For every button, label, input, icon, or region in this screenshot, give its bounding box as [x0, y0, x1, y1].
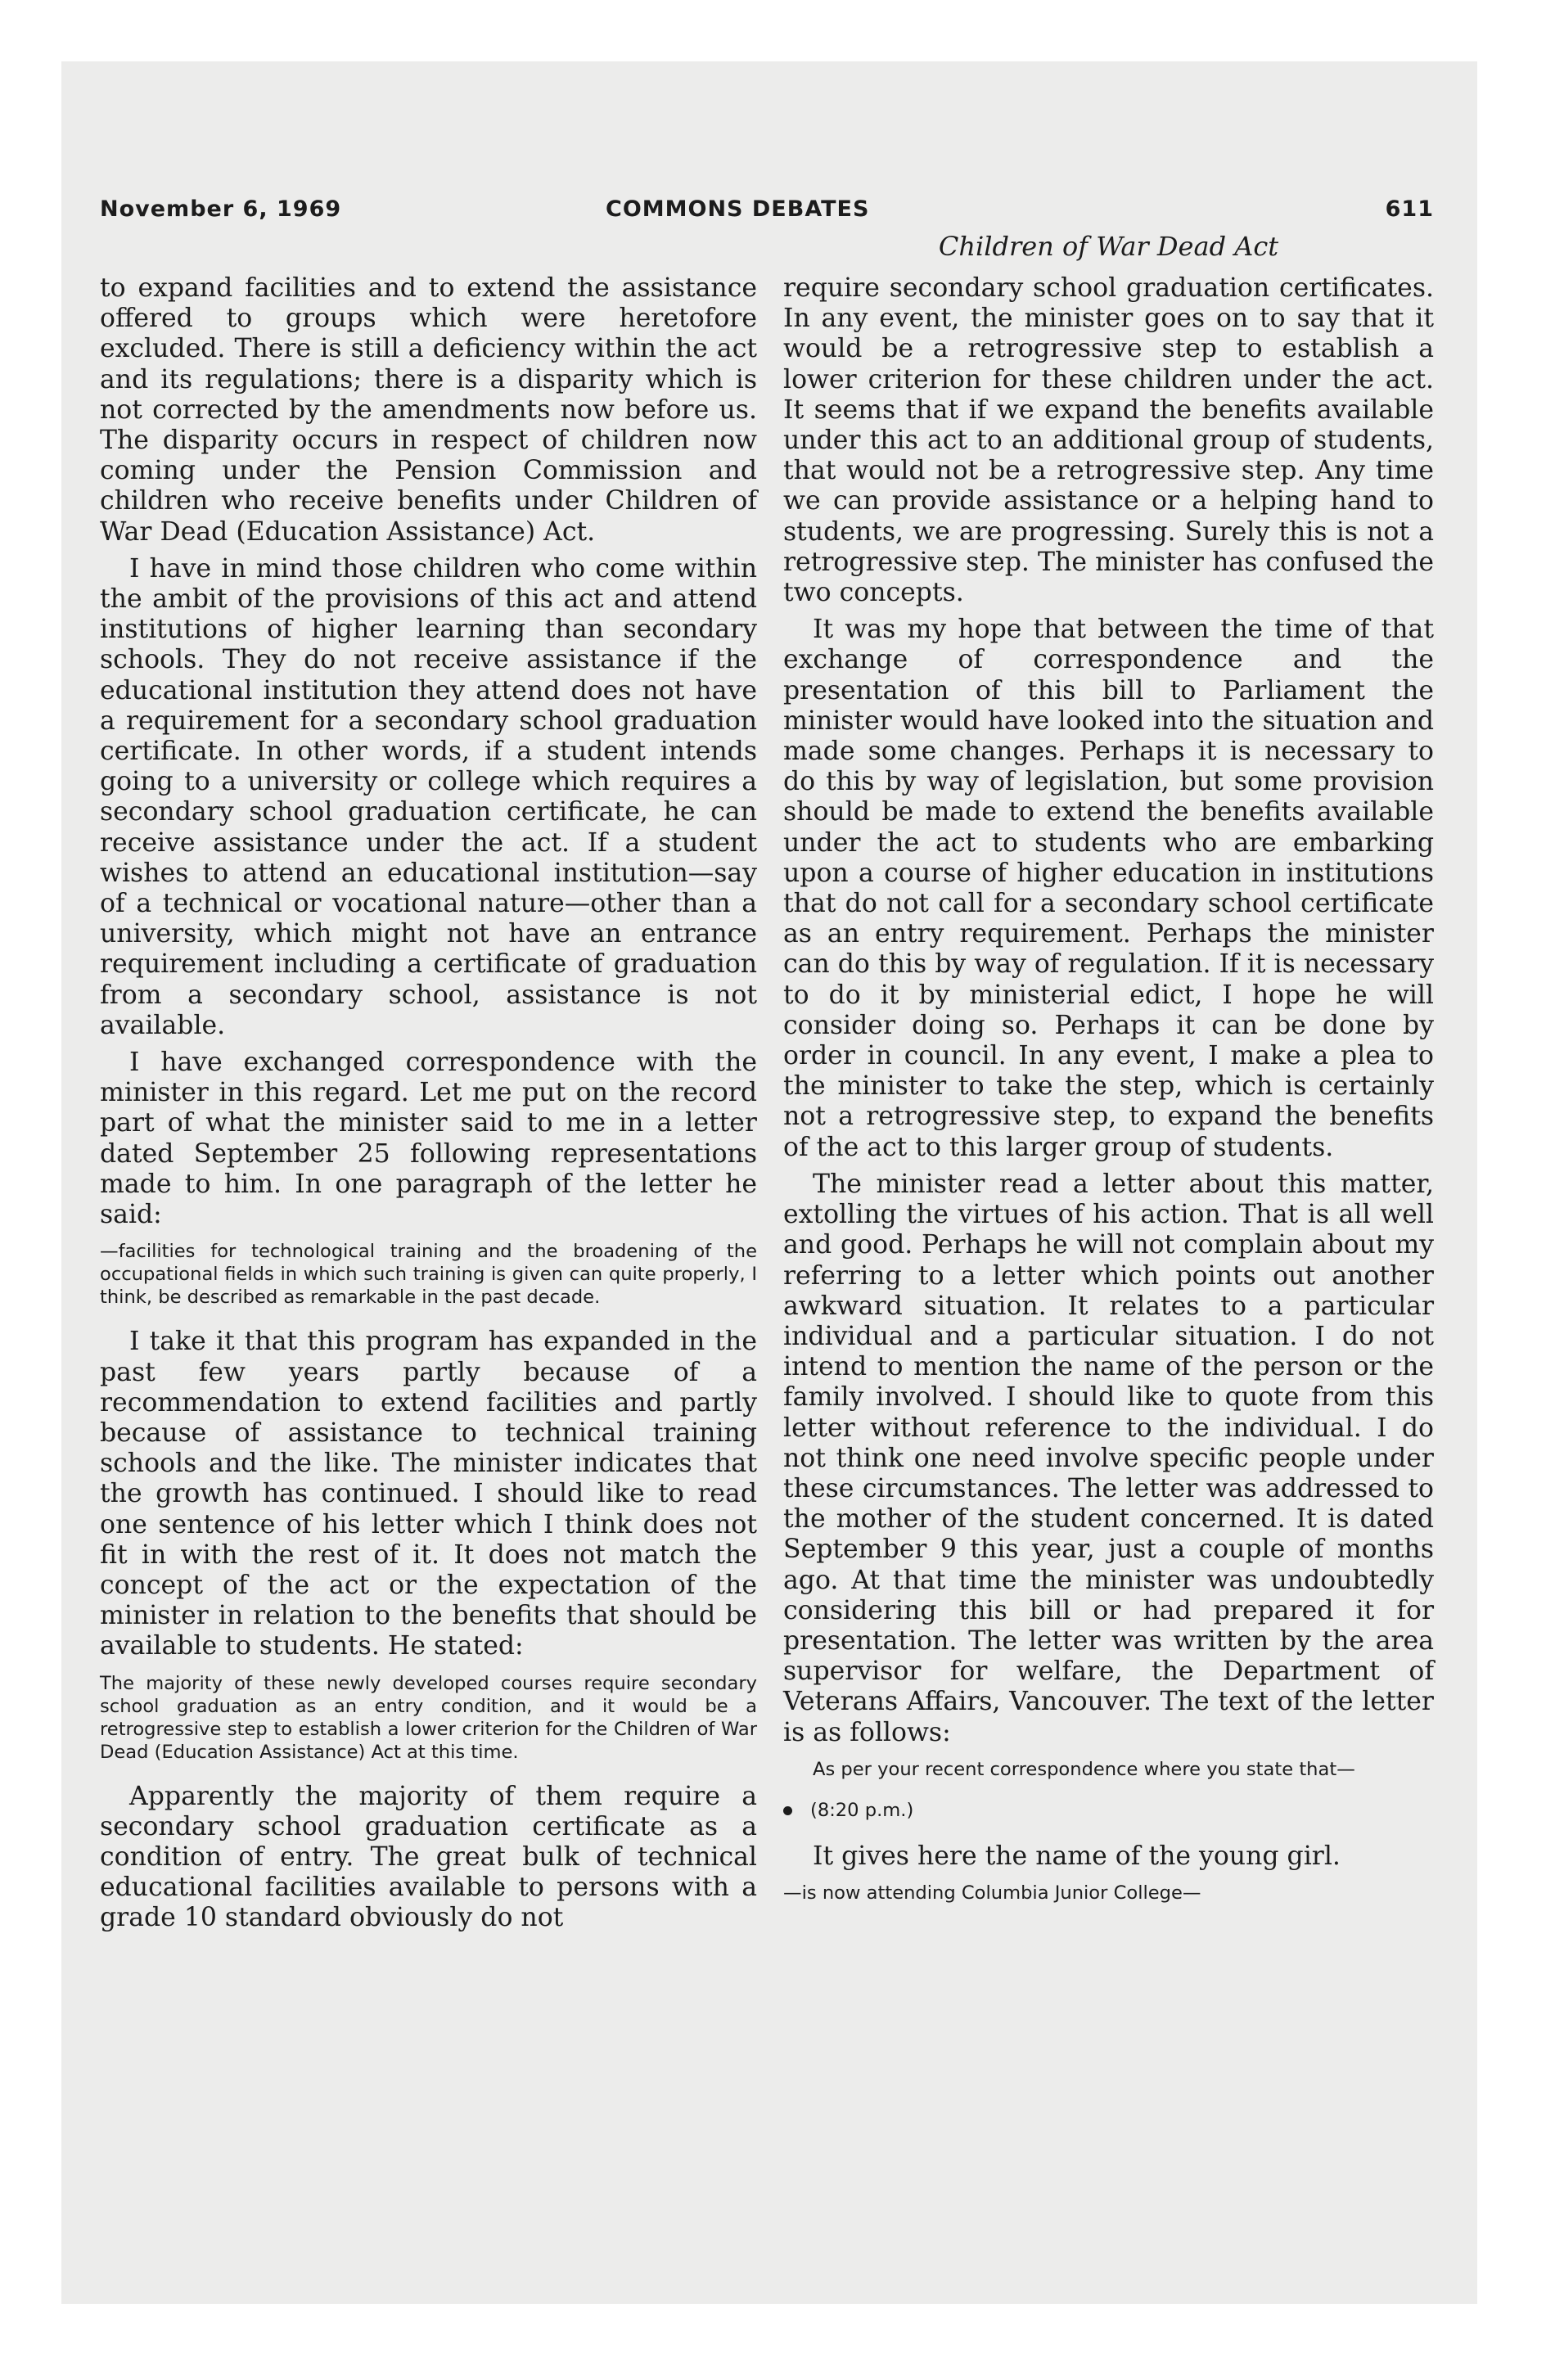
- header-title: COMMONS DEBATES: [606, 196, 870, 222]
- right-column: [783, 273, 1434, 1922]
- time-marker: [783, 1799, 1434, 1822]
- bullet-icon: [783, 1806, 792, 1815]
- header-date: November 6, 1969: [100, 196, 342, 222]
- paragraph: I take it that this program has expanded in the past few years partly because of a recommendation to extend facilities and partly because of assistance to technical training schools and the like. The minister indicates that the growth has continued. I should like to read one sentence of his letter which I think does not fit in with the rest of it. It does not match the concept of the act or the expectation of the minister in relation to the benefits that should be available to students. He stated:: [100, 1327, 757, 1661]
- block-quote: —facilities for technological training and the broadening of the occupational fields in which such training is given can quite properly, I think, be described as remarkable in the past decade.: [100, 1241, 757, 1309]
- section-subheading: Children of War Dead Act: [938, 231, 1279, 262]
- time-stamp: (8:20 p.m.): [810, 1799, 914, 1821]
- paragraph: require secondary school graduation certificates. In any event, the minister goes on to say that it would be a retrogressive step to establish a lower criterion for these children under the act. It seems that if we expand the benefits available under this act to an additional group of students, that would not be a retrogressive step. Any time we can provide assistance or a helping hand to students, we are progressing. Surely this is not a retrogressive step. The minister has confused the two concepts.: [783, 273, 1434, 608]
- paragraph: I have in mind those children who come within the ambit of the provisions of this act and attend institutions of higher learning than secondary schools. They do not receive assistance if the educational institution they attend does not have a requirement for a secondary school graduation certificate. In other words, if a student intends going to a university or college which requires a secondary school graduation certificate, he can receive assistance under the act. If a student wishes to attend an educational institution—say of a technical or vocational nature—other than a university, which might not have an entrance requirement including a certificate of graduation from a secondary school, assistance is not available.: [100, 553, 757, 1040]
- paragraph: The minister read a letter about this matter, extolling the virtues of his action. That is all well and good. Perhaps he will not complain about my referring to a letter which points out another awkward situation. It relates to a particular individual and a particular situation. I do not intend to mention the name of the person or the family involved. I should like to quote from this letter without reference to the individual. I do not think one need involve specific people under these circumstances. The letter was addressed to the mother of the student concerned. It is dated September 9 this year, just a couple of months ago. At that time the minister was undoubtedly considering this bill or had prepared it for presentation. The letter was written by the area supervisor for welfare, the Department of Veterans Affairs, Vancouver. The text of the letter is as follows:: [783, 1169, 1434, 1747]
- block-quote: As per your recent correspondence where you state that—: [813, 1758, 1355, 1780]
- block-quote: The majority of these newly developed courses require secondary school graduation as an entry condition, and it would be a retrogressive step to establish a lower criterion for the Children of War Dead (Education Assistance) Act at this time.: [100, 1672, 757, 1763]
- left-column: [100, 273, 757, 1941]
- paragraph: Apparently the majority of them require a secondary school graduation certificate as a condition of entry. The great bulk of technical educational facilities available to persons with a grade 10 standard obviously do not: [100, 1781, 757, 1933]
- paragraph: I have exchanged correspondence with the minister in this regard. Let me put on the record part of what the minister said to me in a letter dated September 25 following representations made to him. In one paragraph of the letter he said:: [100, 1048, 757, 1230]
- paragraph: It gives here the name of the young girl.: [813, 1841, 1341, 1871]
- block-quote: —is now attending Columbia Junior College—: [783, 1882, 1201, 1904]
- paragraph: to expand facilities and to extend the assistance offered to groups which were heretofore excluded. There is still a deficiency within the act and its regulations; there is a disparity which is not corrected by the amendments now before us. The disparity occurs in respect of children now coming under the Pension Commission and children who receive benefits under Children of War Dead (Education Assistance) Act.: [100, 273, 757, 547]
- page-number: 611: [1385, 196, 1434, 222]
- paragraph: It was my hope that between the time of that exchange of correspondence and the presentation of this bill to Parliament the minister would have looked into the situation and made some changes. Perhaps it is necessary to do this by way of legislation, but some provision should be made to extend the benefits available under the act to students who are embarking upon a course of higher education in institutions that do not call for a secondary school certificate as an entry requirement. Perhaps the minister can do this by way of regulation. If it is necessary to do it by ministerial edict, I hope he will consider doing so. Perhaps it can be done by order in council. In any event, I make a plea to the minister to take the step, which is certainly not a retrogressive step, to expand the benefits of the act to this larger group of students.: [783, 615, 1434, 1162]
